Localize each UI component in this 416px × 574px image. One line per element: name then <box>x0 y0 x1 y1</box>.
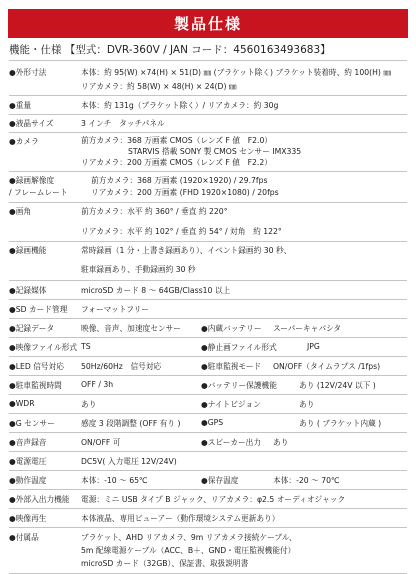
spec-value: フォーマットフリー <box>81 305 149 314</box>
spec-table <box>9 60 407 574</box>
spec-label: ●ナイトビジョン <box>201 400 261 409</box>
spec-value: 前方カメラ：368 万画素 CMOS（レンズ F 値 F2.0） STARVIS 搭載 SONY 製 CMOS センサー IMX335 リアカメラ：200 万画素 CMOS（レンズ F 値 F2.2） <box>81 136 302 167</box>
spec-row-media <box>9 280 407 299</box>
spec-row-dimensions <box>9 60 407 95</box>
spec-value: 常時録画（1 分・上書き録画あり）、イベント録画約 30 秒、 駐車録画あり、手動録画約 30 秒 <box>81 246 292 274</box>
spec-label: ●映像再生 <box>9 514 47 523</box>
spec-row-audio <box>9 432 407 451</box>
spec-value: あり (12V/24V 以下 ) <box>299 381 376 390</box>
spec-label: ●G センサー <box>9 419 55 428</box>
spec-value: JPG <box>307 342 320 351</box>
spec-row-led-parking <box>9 356 407 375</box>
spec-label: ●駐車監視時間 <box>9 381 62 390</box>
spec-value: 感度 3 段階調整 (OFF 有り ) <box>81 419 181 428</box>
spec-row-sd <box>9 299 407 318</box>
spec-row-resolution <box>9 171 407 202</box>
spec-label: ●重量 <box>9 101 32 110</box>
spec-label: ●外部入出力機能 <box>9 495 70 504</box>
spec-label: ●駐車監視モード <box>201 362 262 371</box>
spec-value: あり ( ブラケット内蔵 ) <box>299 419 382 428</box>
spec-value: 前方カメラ：368 万画素 (1920×1920) / 29.7fps リアカメラ：200 万画素 (FHD 1920×1080) / 20fps <box>91 176 279 197</box>
spec-row-angle <box>9 202 407 241</box>
spec-value: あり <box>299 400 315 409</box>
spec-label: ●録画解像度 / フレームレート <box>9 176 68 197</box>
spec-label: ●記録媒体 <box>9 286 47 295</box>
spec-row-accessories <box>9 527 407 574</box>
spec-value: OFF / 3h <box>81 380 114 389</box>
spec-value: スーパーキャパシタ <box>273 324 342 333</box>
model-line: 機能・仕様 【型式：DVR-360V / JAN コード：4560163493683】 <box>9 44 331 56</box>
spec-row-data-battery <box>9 318 407 337</box>
spec-row-lcd <box>9 114 407 132</box>
spec-value: あり <box>273 438 289 447</box>
spec-label: ●カメラ <box>9 137 39 146</box>
spec-label: ●電源電圧 <box>9 457 47 466</box>
spec-value: TS <box>81 342 91 351</box>
spec-value: ブラケット、AHD リアカメラ、9m リアカメラ接続ケーブル、 5m 配線電源ケーブル（ACC、B＋、GND・電圧監視機能付） microSD カード（32GB）、保証書、取扱説明書 <box>81 533 297 568</box>
spec-label: ●静止画ファイル形式 <box>201 343 277 352</box>
spec-value: ON/OFF（タイムラプス /1fps) <box>273 362 381 371</box>
spec-label: ●動作温度 <box>9 476 47 485</box>
spec-value: 本体液晶、専用ビューアー（動作環境システム更新あり） <box>81 514 280 523</box>
spec-value: microSD カード 8 ～ 64GB/Class10 以上 <box>81 286 231 295</box>
spec-value: 50Hz/60Hz 信号対応 <box>81 362 162 371</box>
spec-label: ●液晶サイズ <box>9 119 54 128</box>
spec-label: ●LED 信号対応 <box>9 362 64 371</box>
page-title: 製品仕様 <box>8 9 408 38</box>
spec-row-parking-time <box>9 375 407 394</box>
spec-label: ●外形寸法 <box>9 68 47 77</box>
spec-label: ●保存温度 <box>201 476 239 485</box>
spec-row-wdr <box>9 394 407 413</box>
spec-label: ●スピーカー出力 <box>201 438 262 447</box>
spec-value: 3 インチ タッチパネル <box>81 119 165 128</box>
spec-value: 映像、音声、加速度センサー <box>81 324 181 333</box>
spec-value: 本体：-10 ～ 65℃ <box>81 476 148 485</box>
spec-label: ●映像ファイル形式 <box>9 343 78 352</box>
spec-value: 前方カメラ：水平 約 360° / 垂直 約 220° リアカメラ：水平 約 102° / 垂直 約 54° / 対角 約 122° <box>81 207 282 236</box>
spec-value: 本体：約 131g（ブラケット除く）/ リアカメラ：約 30g <box>81 101 279 110</box>
spec-label: ●GPS <box>201 418 224 427</box>
spec-label: ●画角 <box>9 207 32 216</box>
spec-value: 本体：約 95(W) ×74(H) × 51(D) ㎜ (ブラケット除く) ブラケット装着時、約 100(H) ㎜ リアカメラ：約 58(W) × 48(H) × 24(D) ㎜ <box>81 68 392 91</box>
spec-value: あり <box>81 400 97 409</box>
spec-label: ●付属品 <box>9 533 39 542</box>
spec-value: ON/OFF 可 <box>81 438 121 447</box>
spec-row-gsensor <box>9 413 407 432</box>
spec-label: ●SD カード管理 <box>9 305 68 314</box>
spec-value: 電源：ミニ USB タイプ B ジャック、リアカメラ：φ2.5 オーディオジャック <box>81 495 346 504</box>
spec-label: ●録画機能 <box>9 246 47 255</box>
spec-row-power <box>9 451 407 470</box>
spec-label: ●バッテリー保護機能 <box>201 381 277 390</box>
spec-value: DC5V( 入力電圧 12V/24V) <box>81 457 177 466</box>
spec-row-recording <box>9 241 407 280</box>
spec-row-camera <box>9 132 407 171</box>
spec-label: ●音声録音 <box>9 438 47 447</box>
spec-row-temperature <box>9 470 407 489</box>
spec-value: 本体：-20 ～ 70℃ <box>273 476 340 485</box>
spec-row-file-format <box>9 337 407 356</box>
spec-row-weight <box>9 95 407 114</box>
spec-label: ●WDR <box>9 399 35 408</box>
spec-label: ●内蔵バッテリー <box>201 324 262 333</box>
spec-row-io <box>9 489 407 508</box>
spec-row-playback <box>9 508 407 527</box>
spec-label: ●記録データ <box>9 324 55 333</box>
